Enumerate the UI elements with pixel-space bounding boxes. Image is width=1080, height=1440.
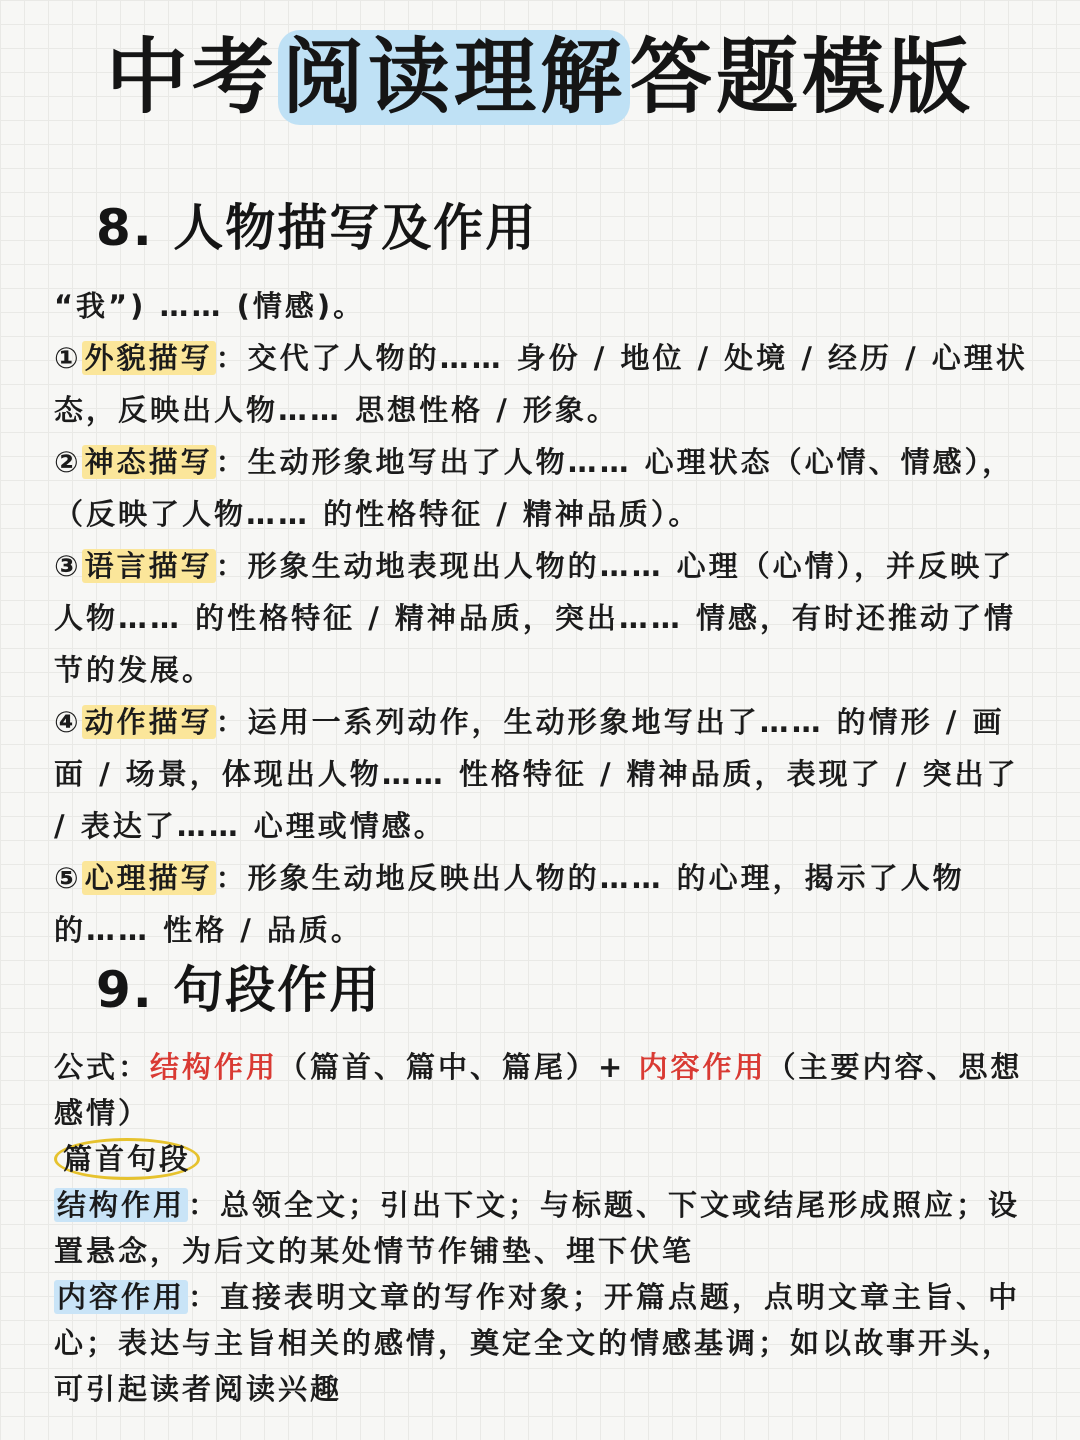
item-psychology	[54, 852, 1029, 956]
structure-function	[54, 1182, 1029, 1274]
item-expression	[54, 436, 1029, 540]
item-num: ④	[54, 705, 82, 739]
structure-label: 结构作用	[54, 1188, 188, 1222]
content-function	[54, 1274, 1029, 1412]
formula-structure-detail: （篇首、篇中、篇尾）+	[278, 1050, 639, 1084]
page-title	[0, 28, 1080, 128]
opening-paragraph-tag: 篇首句段	[54, 1138, 200, 1180]
item-label: 神态描写	[82, 445, 216, 479]
item-text: ：形象生动地表现出人物的…… 心理（心情），并反映了人物…… 的性格特征 / 精神品质，突出…… 情感，有时还推动了情节的发展。	[54, 549, 1016, 687]
item-text: ：形象生动地反映出人物的…… 的心理，揭示了人物的…… 性格 / 品质。	[54, 861, 965, 947]
section8-intro: “我”) …… (情感)。	[54, 289, 366, 323]
title-prefix: 中考	[105, 30, 278, 125]
item-action	[54, 696, 1029, 852]
content-text: ：直接表明文章的写作对象；开篇点题，点明文章主旨、中心；表达与主旨相关的感情，奠定全文的情感基调；如以故事开头，可引起读者阅读兴趣	[54, 1280, 1021, 1406]
structure-text: ：总领全文；引出下文；与标题、下文或结尾形成照应；设置悬念，为后文的某处情节作铺垫、埋下伏笔	[54, 1188, 1021, 1268]
formula-structure-label: 结构作用	[150, 1050, 279, 1084]
section9-heading: 9. 句段作用	[96, 961, 382, 1019]
item-language	[54, 540, 1029, 696]
item-num: ①	[54, 341, 82, 375]
item-label: 心理描写	[82, 861, 216, 895]
item-num: ③	[54, 549, 82, 583]
formula	[54, 1044, 1029, 1136]
item-label: 外貌描写	[82, 341, 216, 375]
formula-content-detail: （主要内容、思想感情）	[54, 1050, 1023, 1130]
item-appearance	[54, 332, 1029, 436]
formula-content-label: 内容作用	[638, 1050, 767, 1084]
item-num: ②	[54, 445, 82, 479]
section8-heading: 8. 人物描写及作用	[96, 199, 538, 257]
opening-tag-row	[54, 1136, 1029, 1182]
title-suffix: 答题模版	[630, 30, 975, 125]
item-label: 语言描写	[82, 549, 216, 583]
item-text: ：运用一系列动作，生动形象地写出了…… 的情形 / 画面 / 场景，体现出人物…… 性格特征 / 精神品质，表现了 / 突出了 / 表达了…… 心理或情感。	[54, 705, 1019, 843]
title-highlight: 阅读理解	[278, 30, 630, 125]
content-label: 内容作用	[54, 1280, 188, 1314]
item-text: ：交代了人物的…… 身份 / 地位 / 处境 / 经历 / 心理状态，反映出人物…… 思想性格 / 形象。	[54, 341, 1028, 427]
formula-prefix: 公式：	[54, 1050, 151, 1084]
item-num: ⑤	[54, 861, 82, 895]
item-label: 动作描写	[82, 705, 216, 739]
item-text: ：生动形象地写出了人物…… 心理状态（心情、情感），（反映了人物…… 的性格特征 / 精神品质）。	[54, 445, 1015, 531]
